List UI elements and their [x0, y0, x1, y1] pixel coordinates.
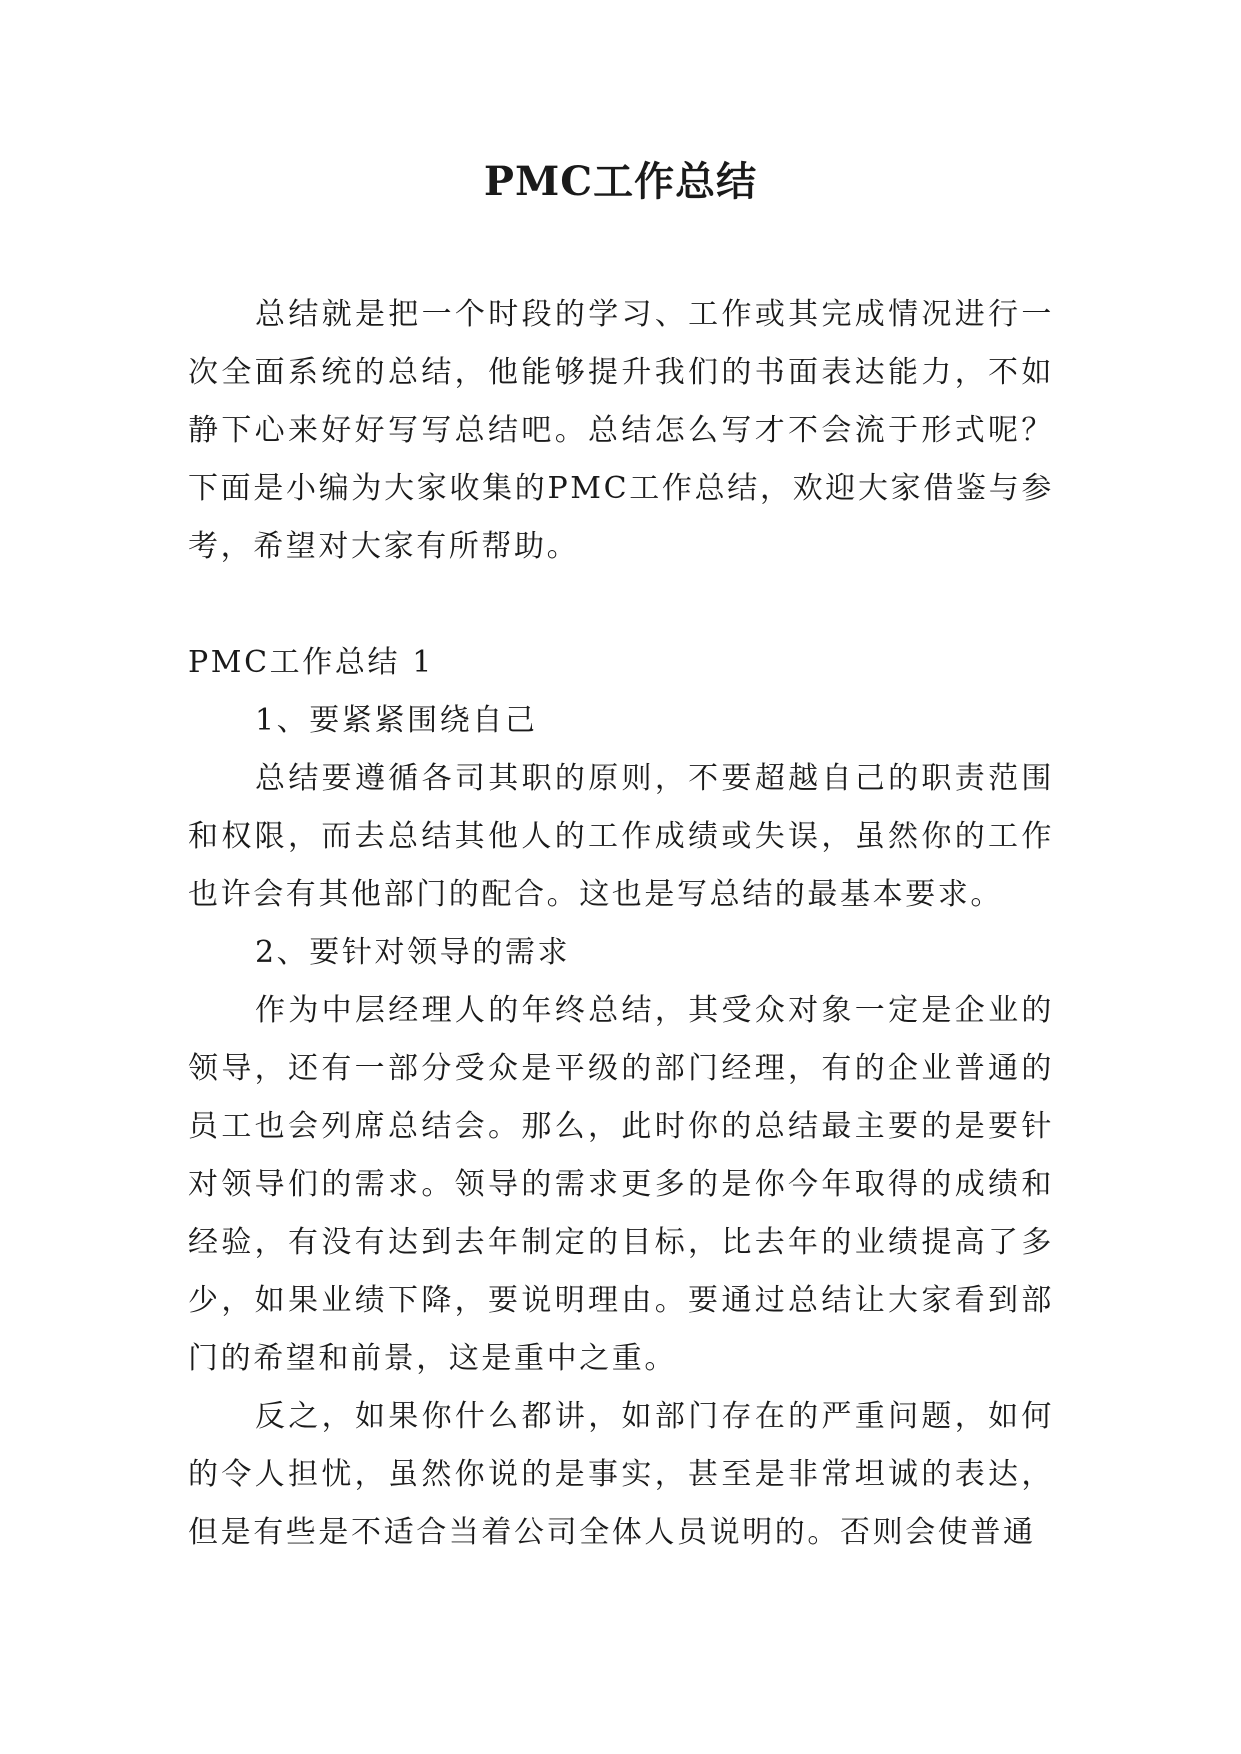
section-title: PMC工作总结 1: [188, 645, 434, 680]
point1-body: 总结要遵循各司其职的原则，不要超越自己的职责范围和权限，而去总结其他人的工作成绩或失误，虽然你的工作也许会有其他部门的配合。这也是写总结的最基本要求。: [188, 761, 1054, 912]
point2-body: 作为中层经理人的年终总结，其受众对象一定是企业的领导，还有一部分受众是平级的部门经理，有的企业普通的员工也会列席总结会。那么，此时你的总结最主要的是要针对领导们的需求。领导的需求更多的是你今年取得的成绩和经验，有没有达到去年制定的目标，比去年的业绩提高了多少，如果业绩下降，要说明理由。要通过总结让大家看到部门的希望和前景，这是重中之重。: [188, 993, 1054, 1376]
intro-paragraph: 总结就是把一个时段的学习、工作或其完成情况进行一次全面系统的总结，他能够提升我们的书面表达能力，不如静下心来好好写写总结吧。总结怎么写才不会流于形式呢？下面是小编为大家收集的PMC工作总结，欢迎大家借鉴与参考，希望对大家有所帮助。: [188, 297, 1054, 564]
point1-heading: 1、要紧紧围绕自己: [255, 703, 538, 738]
document-title: PMC工作总结: [483, 158, 758, 205]
point2-heading: 2、要针对领导的需求: [255, 935, 571, 970]
point2-body-continued: 反之，如果你什么都讲，如部门存在的严重问题，如何的令人担忧，虽然你说的是事实，甚至是非常坦诚的表达，但是有些是不适合当着公司全体人员说明的。否则会使普通: [188, 1399, 1054, 1550]
document-body: [188, 286, 1054, 1562]
